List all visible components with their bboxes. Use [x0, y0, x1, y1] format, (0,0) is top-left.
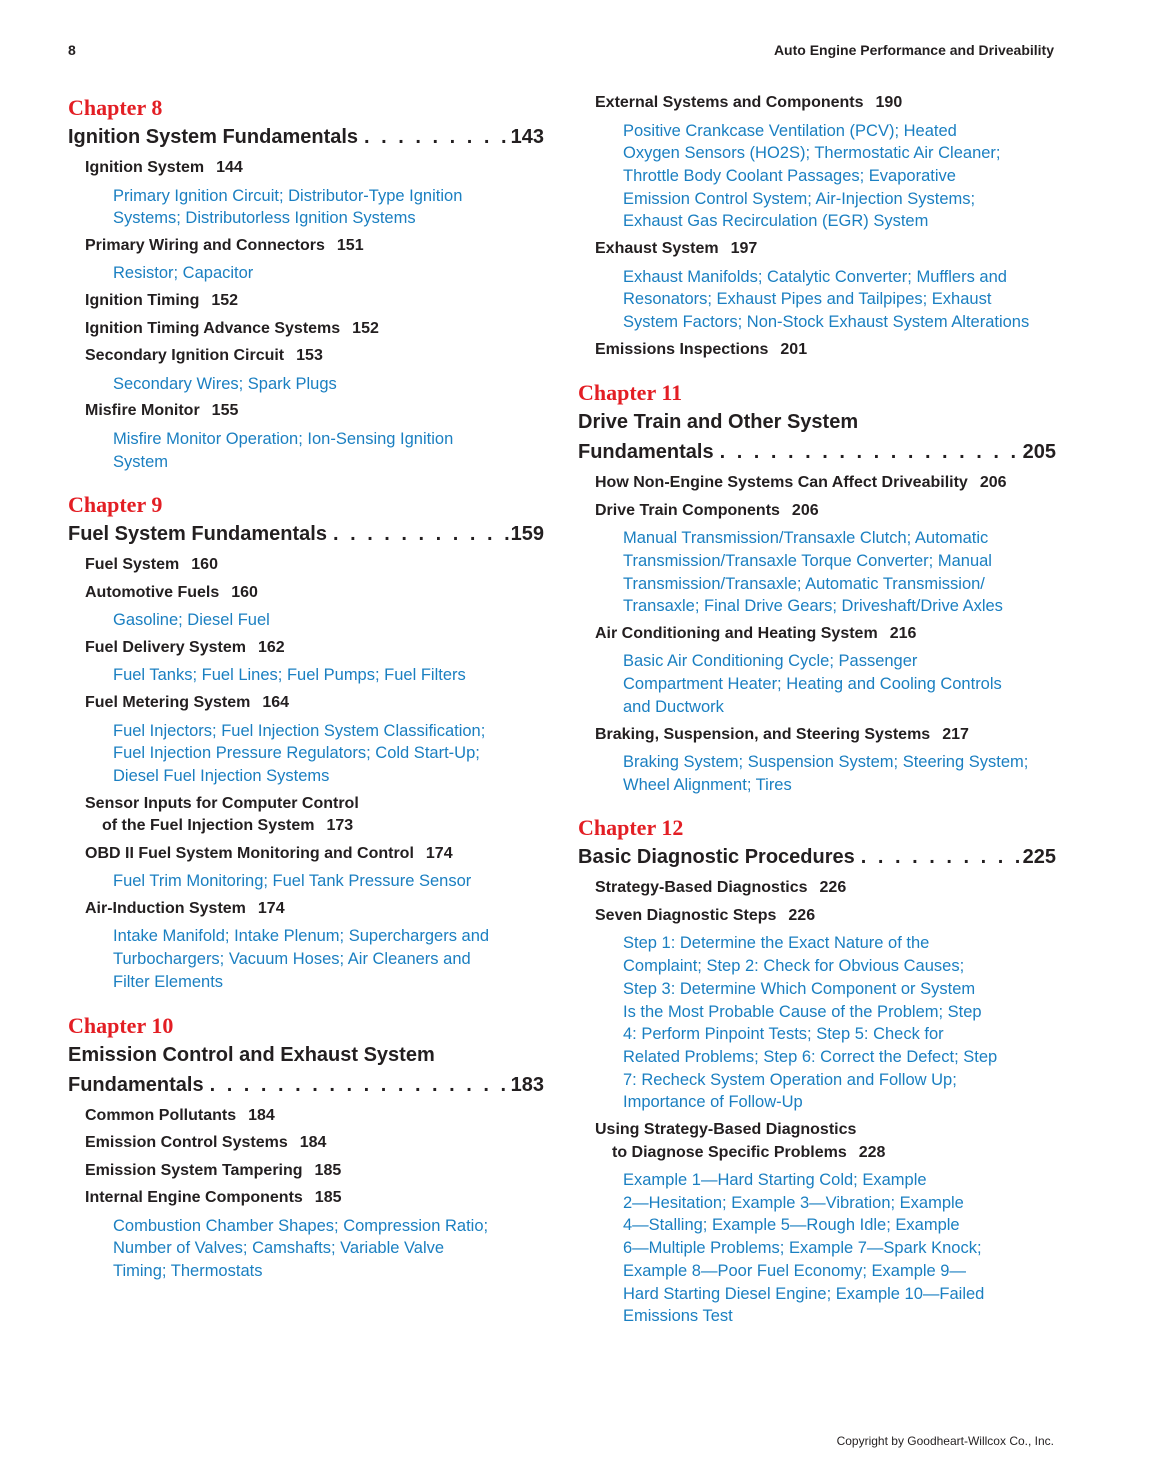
section-title: Sensor Inputs for Computer Control [85, 794, 359, 812]
topic-line: Fuel Trim Monitoring; Fuel Tank Pressure Sensor [113, 872, 472, 891]
section-entry[interactable] [578, 877, 1056, 900]
toc-column-right [578, 92, 1056, 1346]
chapter-8 [68, 94, 544, 473]
section-entry[interactable] [578, 905, 1056, 928]
topic-line: Diesel Fuel Injection Systems [113, 767, 330, 786]
topic-line: Is the Most Probable Cause of the Problem; Step [623, 1002, 982, 1021]
section-topics [578, 266, 1056, 334]
topic-line: Oxygen Sensors (HO2S); Thermostatic Air Cleaner; [623, 144, 1001, 163]
section-entry[interactable] [68, 290, 544, 313]
section-page-number: 185 [314, 1161, 342, 1179]
topic-line: System Factors; Non-Stock Exhaust System Alterations [623, 312, 1030, 331]
topic-line: Primary Ignition Circuit; Distributor-Type Ignition [113, 186, 463, 205]
chapter-title-text: Drive Train and Other System [578, 411, 859, 434]
chapter-page-number: 183 [510, 1073, 544, 1096]
chapter-page-number: 143 [510, 126, 544, 148]
section-page-number: 226 [819, 879, 847, 897]
topic-line: Hard Starting Diesel Engine; Example 10—Failed [623, 1284, 985, 1303]
section-entry[interactable] [578, 1119, 1056, 1164]
section-page-number: 152 [211, 292, 239, 310]
topic-line: Importance of Follow-Up [623, 1093, 803, 1112]
section-topics [68, 262, 544, 285]
topic-line: Related Problems; Step 6: Correct the Defect; Step [623, 1047, 998, 1066]
topic-line: Turbochargers; Vacuum Hoses; Air Cleaners and [113, 950, 471, 969]
section-entry[interactable] [68, 235, 544, 258]
topic-line: Throttle Body Coolant Passages; Evaporative [623, 166, 956, 185]
section-topics [68, 720, 544, 788]
chapter-title-text: Fuel System Fundamentals [68, 523, 327, 546]
section-page-number: 174 [425, 844, 453, 862]
topic-line: Transmission/Transaxle Torque Converter; Manual [623, 551, 992, 570]
chapter-label: Chapter 11 [578, 380, 683, 406]
topic-line: Transmission/Transaxle; Automatic Transmission/ [623, 574, 985, 593]
section-title-continued: to Diagnose Specific Problems [612, 1143, 847, 1161]
section-entry[interactable] [578, 472, 1056, 495]
section-entry[interactable] [68, 582, 544, 605]
topic-line: System [113, 452, 169, 471]
section-page-number: 228 [858, 1143, 886, 1161]
chapter-title-text: Emission Control and Exhaust System [68, 1043, 435, 1066]
section-page-number: 152 [352, 319, 379, 337]
topic-line: Wheel Alignment; Tires [623, 775, 792, 794]
topic-line: Number of Valves; Camshafts; Variable Valve [113, 1239, 445, 1258]
section-page-number: 151 [336, 236, 364, 254]
topic-line: 6—Multiple Problems; Example 7—Spark Knock; [623, 1239, 982, 1258]
dot-leader [358, 122, 511, 152]
section-page-number: 184 [299, 1134, 327, 1152]
chapter-title[interactable] [68, 1040, 544, 1100]
topic-line: Emissions Test [623, 1307, 733, 1326]
section-title: Exhaust System [595, 240, 719, 258]
dot-leader [327, 519, 511, 549]
dot-leader [714, 437, 1023, 467]
topic-line: Fuel Tanks; Fuel Lines; Fuel Pumps; Fuel Filters [113, 666, 466, 685]
chapter-page-number: 225 [1022, 846, 1056, 869]
section-topics [578, 120, 1056, 234]
section-page-number: 206 [979, 474, 1007, 492]
section-topics [68, 1215, 544, 1283]
chapter-title-text-continued: Fundamentals [578, 441, 714, 464]
section-topics [68, 428, 544, 473]
section-topics [578, 650, 1056, 718]
chapter-title-text: Ignition System Fundamentals [68, 126, 359, 148]
chapter-10-continued [578, 92, 1056, 361]
topic-line: Gasoline; Diesel Fuel [113, 611, 270, 630]
chapter-title[interactable] [68, 519, 544, 549]
topic-line: Timing; Thermostats [113, 1261, 263, 1280]
section-entry[interactable] [68, 793, 544, 838]
toc-column-left [68, 92, 544, 1301]
running-head [68, 42, 1054, 62]
section-entry[interactable] [68, 345, 544, 368]
chapter-label: Chapter 10 [68, 1012, 174, 1038]
section-topics [68, 870, 544, 893]
section-topics [68, 373, 544, 396]
section-title: OBD II Fuel System Monitoring and Control [85, 844, 414, 862]
section-title: Braking, Suspension, and Steering Systems [595, 725, 931, 743]
topic-line: Example 1—Hard Starting Cold; Example [623, 1171, 927, 1190]
topic-line: Compartment Heater; Heating and Cooling Controls [623, 675, 1002, 694]
section-entry[interactable] [68, 400, 544, 423]
section-entry[interactable] [68, 157, 544, 180]
section-topics [68, 664, 544, 687]
section-page-number: 160 [231, 583, 258, 601]
chapter-title-text: Basic Diagnostic Procedures [578, 846, 855, 869]
section-entry[interactable] [68, 1105, 544, 1128]
page-number: 8 [68, 42, 76, 58]
section-entry[interactable] [68, 692, 544, 715]
topic-line: Filter Elements [113, 972, 224, 991]
section-entry[interactable] [68, 843, 544, 866]
section-title: Air Conditioning and Heating System [595, 624, 878, 642]
section-entry[interactable] [68, 898, 544, 921]
topic-line: Resistor; Capacitor [113, 264, 254, 283]
chapter-9 [68, 491, 544, 993]
topic-line: Complaint; Step 2: Check for Obvious Causes; [623, 957, 965, 976]
topic-line: Exhaust Gas Recirculation (EGR) System [623, 212, 929, 231]
section-entry[interactable] [68, 1160, 544, 1183]
copyright-notice: Copyright by Goodheart-Willcox Co., Inc. [836, 1434, 1054, 1448]
topic-line: Emission Control System; Air-Injection Systems; [623, 189, 976, 208]
section-page-number: 164 [262, 694, 290, 712]
section-topics [68, 185, 544, 230]
section-page-number: 160 [191, 556, 218, 574]
section-title: Ignition Timing [85, 292, 200, 310]
topic-line: Step 1: Determine the Exact Nature of the [623, 934, 930, 953]
topic-line: Basic Air Conditioning Cycle; Passenger [623, 652, 918, 671]
section-title: Seven Diagnostic Steps [595, 906, 777, 924]
chapter-title[interactable] [68, 122, 544, 152]
section-title: Fuel System [85, 556, 180, 574]
topic-line: Step 3: Determine Which Component or System [623, 979, 976, 998]
book-title: Auto Engine Performance and Driveability [773, 42, 1054, 58]
section-page-number: 190 [875, 94, 903, 111]
section-title: Drive Train Components [595, 501, 780, 519]
section-title: Emission System Tampering [85, 1161, 303, 1179]
topic-line: Combustion Chamber Shapes; Compression Ratio; [113, 1216, 489, 1235]
chapter-title[interactable] [578, 842, 1056, 872]
section-page-number: 226 [788, 906, 816, 924]
section-topics [578, 932, 1056, 1114]
section-page-number: 185 [314, 1189, 342, 1207]
section-page-number: 206 [791, 501, 819, 519]
topic-line: and Ductwork [623, 697, 724, 716]
dot-leader [855, 842, 1023, 872]
topic-line: Manual Transmission/Transaxle Clutch; Automatic [623, 529, 989, 548]
topic-line: Transaxle; Final Drive Gears; Driveshaft/Drive Axles [623, 597, 1003, 616]
section-title: Internal Engine Components [85, 1189, 303, 1207]
topic-line: 2—Hesitation; Example 3—Vibration; Example [623, 1193, 964, 1212]
dot-leader [204, 1070, 511, 1100]
section-title: How Non-Engine Systems Can Affect Driveability [595, 474, 968, 492]
section-title: Using Strategy-Based Diagnostics [595, 1121, 857, 1139]
section-page-number: 153 [296, 347, 323, 365]
topic-line: Example 8—Poor Fuel Economy; Example 9— [623, 1261, 966, 1280]
section-title: Ignition System [85, 159, 205, 176]
section-page-number: 174 [257, 899, 285, 917]
chapter-10 [68, 1012, 544, 1283]
section-page-number: 184 [248, 1106, 275, 1124]
chapter-12 [578, 814, 1056, 1328]
chapter-title[interactable] [578, 407, 1056, 467]
chapter-label: Chapter 9 [68, 492, 163, 518]
topic-line: 4: Perform Pinpoint Tests; Step 5: Check for [623, 1025, 944, 1044]
chapter-page-number: 205 [1022, 441, 1056, 464]
section-entry[interactable] [578, 500, 1056, 523]
section-page-number: 162 [257, 638, 285, 656]
section-page-number: 197 [730, 240, 758, 258]
topic-line: Positive Crankcase Ventilation (PCV); Heated [623, 121, 957, 140]
topic-line: Fuel Injectors; Fuel Injection System Classification; [113, 721, 486, 740]
section-title: Air-Induction System [85, 899, 246, 917]
section-title: Misfire Monitor [85, 402, 200, 420]
section-page-number: 144 [216, 159, 243, 176]
chapter-label: Chapter 12 [578, 815, 684, 841]
section-title: Primary Wiring and Connectors [85, 236, 325, 254]
section-entry[interactable] [68, 318, 544, 341]
section-title: Automotive Fuels [85, 583, 220, 601]
section-entry[interactable] [578, 339, 1056, 362]
topic-line: 4—Stalling; Example 5—Rough Idle; Example [623, 1216, 960, 1235]
section-page-number: 173 [326, 817, 354, 835]
chapter-page-number: 159 [510, 523, 544, 546]
topic-line: 7: Recheck System Operation and Follow Up; [623, 1070, 957, 1089]
section-entry[interactable] [578, 238, 1056, 261]
section-topics [68, 609, 544, 632]
section-title: Emission Control Systems [85, 1134, 288, 1152]
section-entry[interactable] [578, 92, 1056, 115]
topic-line: Braking System; Suspension System; Steering System; [623, 753, 1029, 772]
section-page-number: 201 [780, 340, 808, 358]
topic-line: Fuel Injection Pressure Regulators; Cold Start-Up; [113, 744, 480, 763]
section-title: Emissions Inspections [595, 340, 769, 358]
section-topics [578, 527, 1056, 618]
topic-line: Misfire Monitor Operation; Ion-Sensing Ignition [113, 429, 454, 448]
section-entry[interactable] [68, 1187, 544, 1210]
section-entry[interactable] [578, 623, 1056, 646]
section-title: Secondary Ignition Circuit [85, 347, 285, 365]
section-page-number: 216 [889, 624, 917, 642]
section-title: External Systems and Components [595, 94, 864, 111]
chapter-label: Chapter 8 [68, 95, 163, 120]
section-title: Fuel Metering System [85, 694, 251, 712]
topic-line: Exhaust Manifolds; Catalytic Converter; Mufflers and [623, 267, 1007, 286]
section-entry[interactable] [68, 1132, 544, 1155]
chapter-11 [578, 379, 1056, 796]
section-entry[interactable] [68, 554, 544, 577]
topic-line: Secondary Wires; Spark Plugs [113, 374, 337, 393]
section-title-continued: of the Fuel Injection System [102, 817, 315, 835]
chapter-title-text-continued: Fundamentals [68, 1073, 204, 1096]
topic-line: Resonators; Exhaust Pipes and Tailpipes; Exhaust [623, 290, 992, 309]
section-entry[interactable] [68, 637, 544, 660]
section-title: Ignition Timing Advance Systems [85, 319, 341, 337]
section-topics [68, 925, 544, 993]
section-topics [578, 751, 1056, 796]
section-title: Common Pollutants [85, 1106, 237, 1124]
topic-line: Systems; Distributorless Ignition Systems [113, 209, 416, 228]
section-title: Fuel Delivery System [85, 638, 246, 656]
section-entry[interactable] [578, 724, 1056, 747]
section-page-number: 217 [942, 725, 969, 743]
section-topics [578, 1169, 1056, 1328]
section-page-number: 155 [211, 402, 239, 420]
section-title: Strategy-Based Diagnostics [595, 879, 808, 897]
topic-line: Intake Manifold; Intake Plenum; Superchargers and [113, 927, 490, 946]
